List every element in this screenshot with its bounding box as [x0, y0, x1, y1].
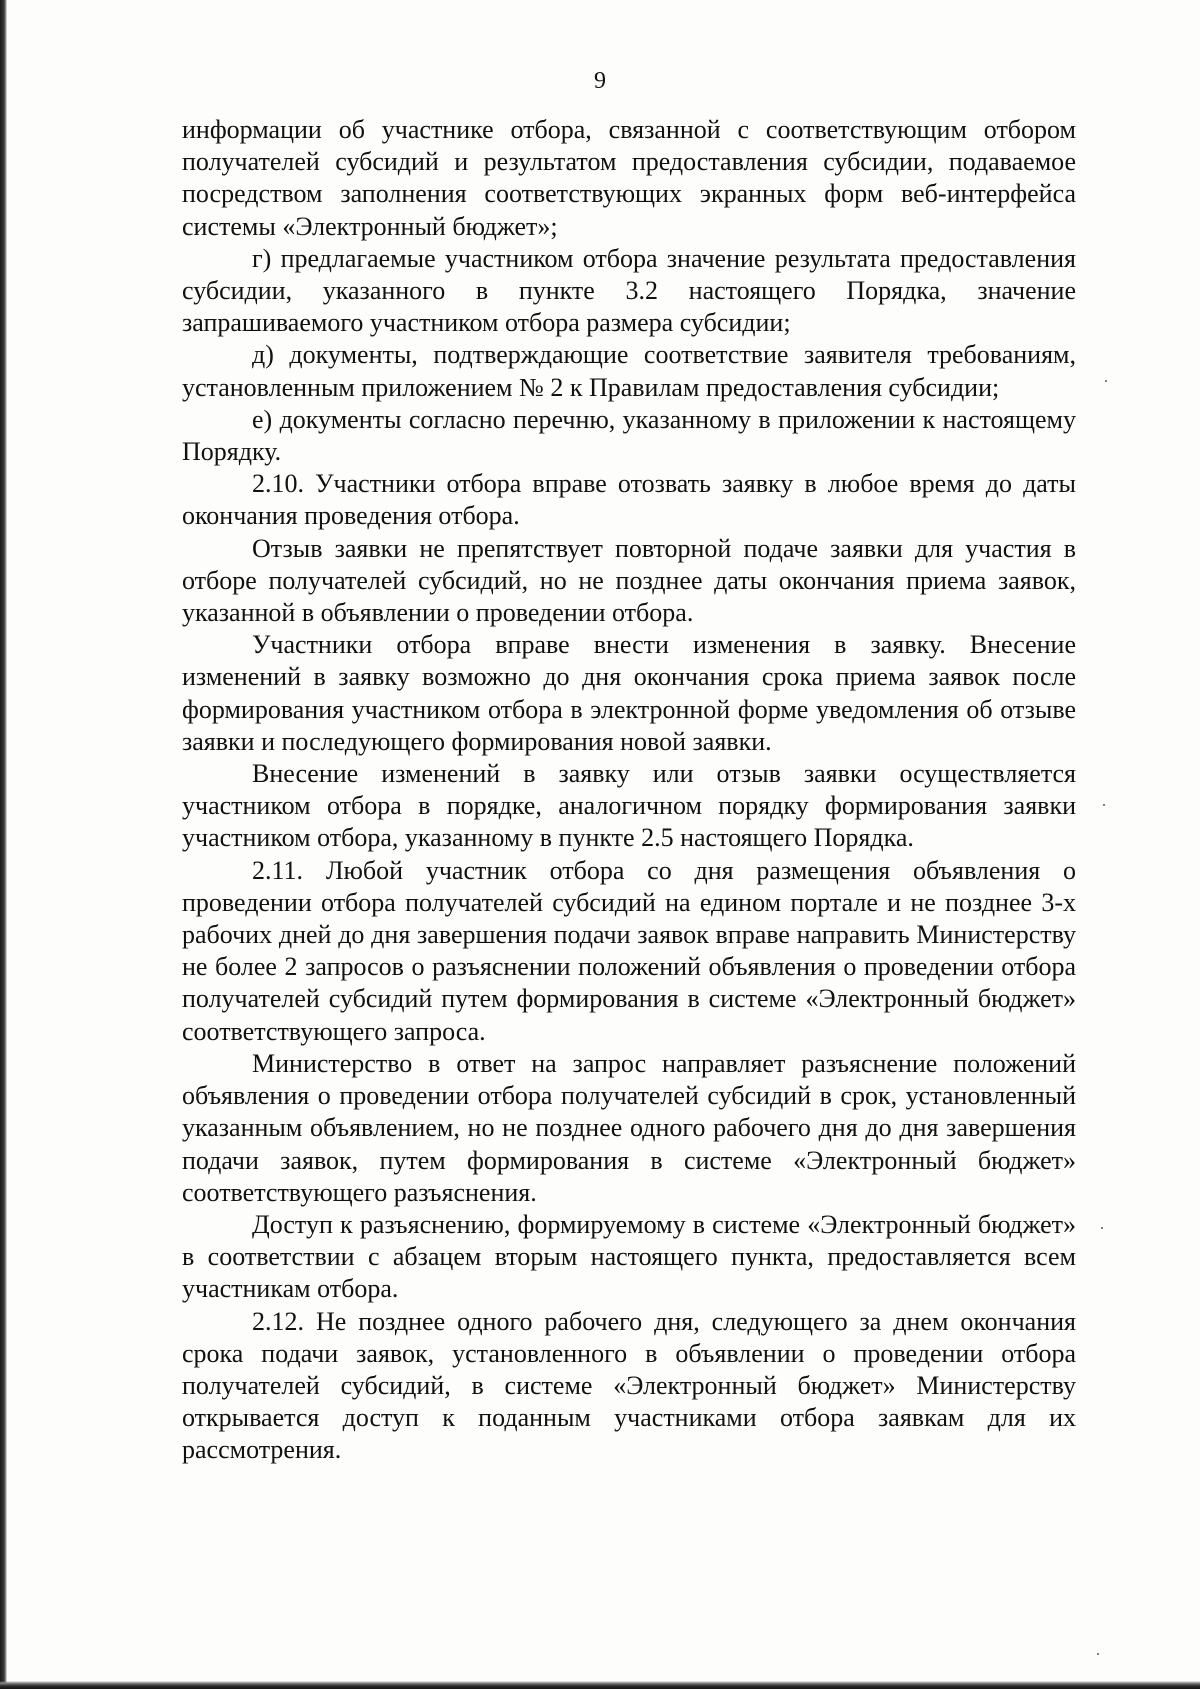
- paragraph: информации об участнике отбора, связанной с соответствующим отбором получателей субсидий и результатом предоставления субсидии, подаваемое посредством заполнения соответствующих экранных форм веб-интерфейса системы «Электронный бюджет»;: [182, 115, 1076, 241]
- paragraph: Внесение изменений в заявку или отзыв заявки осуществляется участником отбора в порядке, аналогичном порядку формирования заявки участником отбора, указанному в пункте 2.5 настоящего Порядка.: [182, 759, 1076, 853]
- paragraph: 2.10. Участники отбора вправе отозвать заявку в любое время до даты окончания проведения отбора.: [182, 469, 1076, 531]
- paragraph: 2.12. Не позднее одного рабочего дня, следующего за днем окончания срока подачи заявок, установленного в объявлении о проведении отбора получателей субсидий, в системе «Электронный бюджет» Министерству открывается доступ к поданным участниками отбора заявкам для их рассмотрения.: [182, 1306, 1076, 1465]
- page-number: 9: [594, 68, 606, 94]
- paragraph: 2.11. Любой участник отбора со дня размещения объявления о проведении отбора получателей субсидий на едином портале и не позднее 3-х рабочих дней до дня завершения подачи заявок вправе направить Министерству не более 2 запросов о разъяснении положений объявления о проведении отбора получателей субсидий путем формирования в системе «Электронный бюджет» соответствующего запроса.: [182, 855, 1076, 1046]
- paragraph: д) документы, подтверждающие соответствие заявителя требованиям, установленным приложением № 2 к Правилам предоставления субсидии;: [182, 340, 1076, 402]
- scan-left-edge: [0, 0, 7, 1689]
- scan-speck: [1101, 1227, 1103, 1229]
- scan-speck: [1103, 804, 1105, 806]
- paragraph: Доступ к разъяснению, формируемому в системе «Электронный бюджет» в соответствии с абзацем вторым настоящего пункта, предоставляется всем участникам отбора.: [182, 1209, 1076, 1304]
- paragraph: е) документы согласно перечню, указанному в приложении к настоящему Порядку.: [182, 404, 1076, 467]
- paragraph: г) предлагаемые участником отбора значение результата предоставления субсидии, указанного в пункте 3.2 настоящего Порядка, значение запрашиваемого участником отбора размера субсидии;: [182, 243, 1076, 338]
- paragraph: Отзыв заявки не препятствует повторной подаче заявки для участия в отборе получателей субсидий, но не позднее даты окончания приема заявок, указанной в объявлении о проведении отбора.: [182, 533, 1076, 628]
- scan-speck: [1097, 1653, 1099, 1655]
- scan-speck: [1105, 380, 1107, 382]
- scan-bottom-edge: [0, 1681, 1200, 1689]
- paragraph: Министерство в ответ на запрос направляет разъяснение положений объявления о проведении отбора получателей субсидий в срок, установленный указанным объявлением, но не позднее одного рабочего дня до дня завершения подачи заявок, путем формирования в системе «Электронный бюджет» соответствующего разъяснения.: [182, 1048, 1076, 1207]
- document-body: [182, 114, 1076, 1467]
- paragraph: Участники отбора вправе внести изменения в заявку. Внесение изменений в заявку возможно до дня окончания срока приема заявок после формирования участником отбора в электронной форме уведомления об отзыве заявки и последующего формирования новой заявки.: [182, 630, 1076, 756]
